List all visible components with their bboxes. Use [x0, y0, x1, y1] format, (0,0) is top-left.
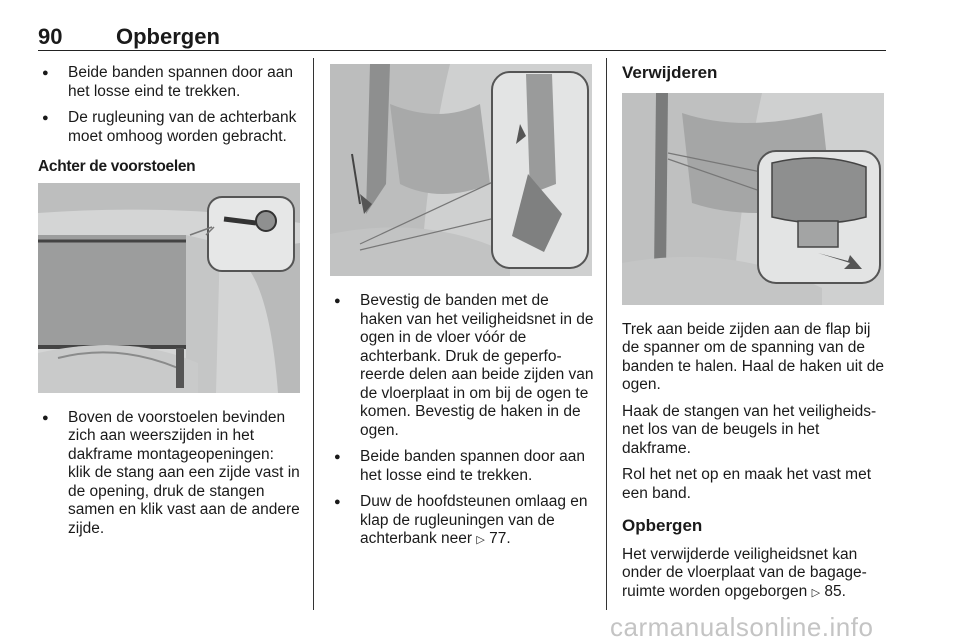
watermark: carmanualsonline.info	[610, 612, 874, 642]
bullet-list	[330, 292, 594, 550]
list-item: ● Beide banden spannen door aan het losse eind te trekken.	[330, 448, 594, 485]
tensioner-flap-illustration	[622, 93, 884, 305]
storage-text: Het verwijderde veiligheidsnet kan onder de vloerplaat van de bagage-ruimte worden opgeborgen	[622, 545, 867, 600]
section-subheading: Achter de voorstoelen	[38, 158, 196, 175]
column-divider	[606, 58, 607, 610]
bullet-list	[38, 409, 300, 539]
paragraph: Haak de stangen van het veiligheids-net los van de beugels in het dakframe.	[622, 402, 877, 457]
column-2	[330, 64, 594, 558]
page-reference[interactable]: 85.	[820, 582, 846, 600]
list-item: ● Beide banden spannen door aan het losse eind te trekken.	[38, 64, 300, 101]
list-item: ● Boven de voorstoelen bevinden zich aan weerszijden in het dakframe montageopeningen: klik de stang aan een zijde vast in de opening, druk de stangen samen en klik vast aan de andere zijde.	[38, 409, 300, 539]
bullet-list	[38, 64, 300, 146]
page-reference-icon[interactable]: ▷	[811, 585, 821, 599]
list-item: ● Bevestig de banden met de haken van het veiligheidsnet in de ogen in de vloer vóór de achterbank. Druk de geperfo-reerde delen aan beide zijden van de vloerplaat in om bij de ogen te komen. Bevestig de haken in de ogen.	[330, 292, 594, 440]
list-item: ● De rugleuning van de achterbank moet omhoog worden gebracht.	[38, 109, 300, 146]
page-reference[interactable]: 77.	[484, 530, 511, 547]
list-item	[330, 493, 594, 550]
column-1	[38, 64, 300, 546]
front-seat-mounting-illustration	[38, 183, 300, 393]
page-header	[38, 18, 886, 51]
paragraph: Trek aan beide zijden aan de flap bij de spanner om de spanning van de banden te halen. Haal de haken uit de ogen.	[622, 320, 884, 393]
paragraph: Rol het net op en maak het vast met een band.	[622, 466, 871, 502]
section-heading: Verwijderen	[622, 63, 718, 82]
paragraph	[622, 546, 888, 603]
page-title: Opbergen	[116, 24, 220, 49]
floor-hooks-illustration	[330, 64, 592, 276]
column-3	[622, 64, 888, 610]
section-heading: Opbergen	[622, 516, 703, 535]
list-item-text: Duw de hoofdsteunen omlaag en klap de rugleuningen van de achterbank neer	[360, 493, 588, 547]
column-divider	[313, 58, 314, 610]
page-reference-icon[interactable]: ▷	[476, 533, 485, 546]
page-number: 90	[38, 24, 63, 49]
